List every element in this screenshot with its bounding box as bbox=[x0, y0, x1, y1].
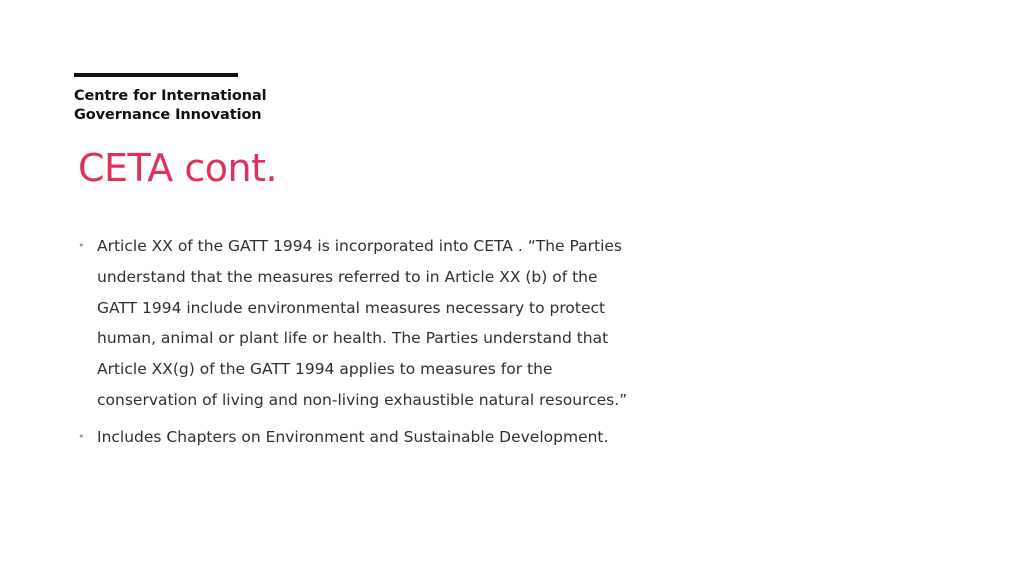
bullet-list bbox=[78, 231, 638, 459]
bullet-marker-1: • bbox=[78, 239, 85, 252]
logo-line-2: Governance Innovation bbox=[74, 107, 262, 123]
bullet-text-1: Article XX of the GATT 1994 is incorporated into CETA . “The Parties understand that the measures referred to in Article XX (b) of the GATT 1994 include environmental measures necessary to protect human, animal or plant life or health. The Parties understand that Article XX(g) of the GATT 1994 applies to measures for the conservation of living and non-living exhaustible natural resources.” bbox=[97, 237, 628, 409]
bullet-marker-2: • bbox=[78, 429, 85, 443]
slide-title: CETA cont. bbox=[78, 146, 278, 190]
cigi-logo bbox=[74, 87, 267, 125]
bullet-text-2: Includes Chapters on Environment and Sustainable Development. bbox=[97, 427, 609, 446]
logo-bar bbox=[74, 73, 238, 77]
bullet-item-1 bbox=[78, 231, 638, 416]
bullet-item-2 bbox=[78, 422, 638, 453]
logo-line-1: Centre for International bbox=[74, 88, 267, 104]
